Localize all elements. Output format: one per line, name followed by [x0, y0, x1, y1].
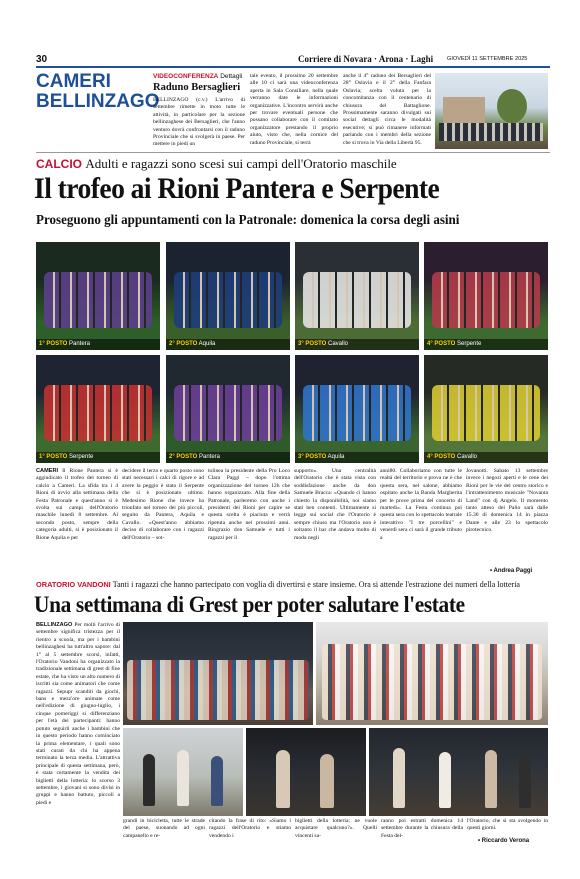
article2-byline: • Riccardo Verona	[478, 838, 530, 844]
article2-column-4: biglietti della lotteria; ne vuole acquistare qualcuno?». Quelli vincenti sa-	[295, 818, 377, 839]
article1-column-1	[36, 468, 118, 578]
players-group	[44, 272, 152, 328]
caption-team: Aquila	[198, 341, 216, 347]
page-number: 30	[36, 54, 48, 65]
tree-shape	[497, 89, 527, 123]
article1-kicker-rest: Adulti e ragazzi sono scesi sui campi dell'Oratorio maschile	[85, 156, 397, 171]
masthead-name: Corriere di Novara · Arona · Laghi	[298, 54, 434, 64]
caption-team: Pantera	[68, 341, 90, 347]
article1-column-4: supporto». Una centralità dell'Oratorio che è stata vista con soddisfazione anche da don Samuele Bracca: «Quando ci hanno chiesto la disponibilità, noi siamo stati ben contenti. Ultimamente si legge sui social che l'Oratorio è sempre chiuso ma l'Oratorio non è soltanto il bar che andava molto di moda negli	[294, 468, 376, 541]
bersaglieri-photo	[435, 73, 548, 149]
players-group	[432, 272, 540, 328]
article2-column-3: citando la frase di rito: «Siamo i ragazzi dell'Oratorio e stiamo vendendo i	[209, 818, 291, 839]
article2-kicker-rest: Tanti i ragazzi che hanno partecipato con voglia di divertirsi e stare insieme. Ora si attende l'estrazione dei numeri della lotteria	[112, 580, 520, 589]
football-team-photo	[166, 355, 290, 463]
dancer-1	[143, 754, 155, 806]
article2-column-5: ranno poi estratti domenica 14 settembre durante la chiusura della Festa del-	[381, 818, 463, 839]
caption-team: Cavallo	[327, 341, 348, 347]
article1-headline: Il trofeo ai Rioni Pantera e Serpente	[34, 172, 440, 205]
brief-column-1: BELLINZAGO (c.v.) L'arrivo di settembre rimette in moto tutte le attività, in particolare per la sezione bellinzaghese dei Bersaglieri, che l'anno venturo dovrà confrontarsi con il raduno Provinciale che si svolgerà in paese. Per mettere in piedi un	[153, 97, 245, 148]
photo-caption	[295, 452, 419, 463]
caption-team: Serpente	[68, 454, 94, 460]
article2-kicker	[36, 580, 550, 589]
article1-column-6: Jovanotti. Sabato 13 settembre invece i negozi aperti e le cene dei Rioni per le vie del centro storico e l'intrattenimento musicale "Novanta Land" con dj Angelo. Il momento tanto atteso del Palio sarà dalle 15.30 di domenica 14 in piazza Dante e alle 23 lo spettacolo pirotecnico.	[466, 468, 548, 534]
dancer-7	[439, 752, 451, 808]
photo-caption	[166, 452, 290, 463]
caption-place: 1° POSTO	[39, 454, 68, 460]
caption-place: 2° POSTO	[169, 454, 198, 460]
brief-title: Raduno Bersaglieri	[153, 82, 241, 93]
article2-column-1	[36, 622, 120, 844]
article1-subheadline: Proseguono gli appuntamenti con la Patronale: domenica la corsa degli asini	[36, 213, 460, 228]
brief-kicker-rest: Dettagli	[220, 73, 243, 80]
brief-kicker	[153, 73, 242, 80]
article1-lead: CAMERI	[36, 468, 59, 474]
article1-body-1: Il Rione Pantera si è aggiudicato il trofeo del torneo di calcio a Cameri. La sfida tra i 4 Rioni di avvio alla settimana della Festa Patronale e quest'anno si è svolta sui campi dell'Oratorio maschile lunedì 8 settembre. Al secondo posto, sempre della categoria adulti, si è posizionato il Rione Aquila e per	[36, 468, 118, 541]
header-rule	[36, 66, 550, 68]
grest-group-photo-left	[123, 622, 313, 725]
players-group	[174, 272, 282, 328]
article1-kicker-label: CALCIO	[36, 157, 82, 171]
football-team-photo	[36, 242, 160, 350]
article1-column-2: decidere il terzo e quarto posto sono stati necessari i calci di rigore e ad avere la peggio è stato il Serpente che si è posizionato ultimo. Medesimo Rione che invece ha trionfato nel torneo dei più piccoli, seguito da Pantera, Aquila e Cavallo. «Quest'anno abbiamo deciso di collaborare con i ragazzi dell'Oratorio – sot-	[122, 468, 204, 541]
article2-kicker-label: ORATORIO VANDONI	[36, 580, 111, 589]
article2-column-6: l'Oratorio, che si sta svolgendo in questi giorni.	[467, 818, 548, 832]
caption-place: 2° POSTO	[169, 341, 198, 347]
players-group	[174, 385, 282, 441]
crowd-rows-2	[322, 644, 542, 720]
photo-caption	[166, 339, 290, 350]
article1-byline: • Andrea Paggi	[490, 568, 533, 574]
photo-caption	[36, 452, 160, 463]
grest-group-photo-right	[316, 622, 548, 725]
article1-column-5: anni80. Collaboriamo con tutte le realtà del territorio e prova ne è che questa sera, nel salone, abbiamo ospitato anche la Banda Margherita per le prove prima del concerto di martedì». La Festa continua poi questa sera con lo spettacolo teatrale interattivo "I tre porcellini" e venerdì sera ci sarà il grande tributo a	[380, 468, 462, 541]
article2-body-main: Per molti l'arrivo di settembre significa tristezza per il rientro a scuola, ma per i bambini bellinzaghesi ha tutt'altro sapore: dal 1° al 5 settembre scorsi, infatti, l'Oratorio Vandoni ha organizzato la tradizionale settimana di grest di fine estate, che ha visto un alto numero di iscritti sia come animatori che come ragazzi. Sepupr scanditi da giochi, bans e mezz'ore animate come nell'edizione di giugno-luglio, i cinque pomeriggi si differenziano per l'età dei partecipanti: hanno potuto seguirli anche i bambini che in questo periodo hanno cominciato la prima elementare, i quali sono stati curati da chi ha appena terminato la terza media. L'attrattiva principale di questa settimana, però, è stata certamente la vendita dei biglietti della lotteria: lo scorso 3 settembre, i giovani si sono divisi in gruppi e hanno battuto, piccoli a piedi e	[36, 622, 120, 806]
photo-caption	[424, 339, 548, 350]
dancer-4	[276, 750, 290, 808]
football-team-photo	[36, 355, 160, 463]
football-team-photo	[424, 355, 548, 463]
caption-place: 4° POSTO	[427, 341, 456, 347]
article2-byline-name: Riccardo Verona	[481, 838, 530, 844]
brief-column-2: tale evento, il prossimo 20 settembre alle 10 ci sarà una videoconferenza aperta in Sala Consiliare, nella quale verranno date le informazioni organizzative. L'incontro servirà anche per trovare eventuali persone che possano collaborare con il comitato organizzatore prestando il proprio aiuto, visto che, nella cornice del raduno Provinciale, si terrà	[250, 73, 338, 146]
caption-team: Pantera	[198, 454, 220, 460]
article2-lead: BELLINZAGO	[36, 622, 73, 628]
dancer-8	[485, 750, 497, 808]
photo-caption	[295, 339, 419, 350]
caption-place: 3° POSTO	[298, 341, 327, 347]
dancer-3	[211, 756, 223, 806]
article2-column-2: grandi in bicicletta, tutte le strade del paese, suonando ad ogni campanello e re-	[123, 818, 205, 839]
photo-caption	[424, 452, 548, 463]
article1-kicker	[36, 156, 397, 172]
crowd-rows	[127, 660, 309, 720]
dancer-5	[320, 754, 334, 808]
building-shape	[443, 97, 485, 123]
dancer-2	[177, 750, 189, 806]
caption-team: Serpente	[456, 341, 482, 347]
photo-caption	[36, 339, 160, 350]
football-team-photo	[295, 355, 419, 463]
masthead-date: GIOVEDÌ 11 SETTEMBRE 2025	[447, 56, 528, 62]
football-team-photo	[424, 242, 548, 350]
brief-rule	[36, 152, 550, 153]
article1-column-3: tolinea la presidente della Pro Loco Clara Paggi – dopo l'ottima organizzazione del torneo 12h che hanno organizzato. Alla fine della Patronale, parleremo con anche i presidenti dei Rioni per capire se questa scelta è piaciuta e verrà ripetuta anche nei prossimi anni. Ringrazio don Samuele e tutti i ragazzi per il	[208, 468, 290, 541]
players-group	[432, 385, 540, 441]
brief-kicker-label: VIDEOCONFERENZA	[153, 73, 219, 80]
caption-place: 3° POSTO	[298, 454, 327, 460]
article2-headline: Una settimana di Grest per poter salutare l'estate	[34, 592, 465, 617]
article1-byline-name: Andrea Paggi	[493, 568, 533, 574]
brief-column-3: anche il 4° raduno dei Bersaglieri del 28° Oslavia e il 2° della Fanfara Oslavia; scelta voluta per la concomitanza con il centenario di chiusura del Battaglione. Prossimamente saranno divulgati sui social dettagli circa le modalità esecutive; si può rimanere informati parlando con i membri della sezione che si trova in Via della Libertà 95.	[343, 73, 431, 146]
players-group	[303, 385, 411, 441]
dancer-6	[393, 748, 405, 808]
caption-team: Aquila	[327, 454, 345, 460]
players-group	[303, 272, 411, 328]
players-group	[44, 385, 152, 441]
grest-dance-photo-2	[246, 728, 366, 816]
crowd-shape	[439, 123, 543, 141]
section-title-bellinzago: BELLINZAGO	[36, 91, 160, 112]
football-team-photo	[295, 242, 419, 350]
football-team-photo	[166, 242, 290, 350]
grest-dance-photo-1	[123, 728, 243, 816]
dancer-9	[519, 756, 531, 808]
caption-place: 1° POSTO	[39, 341, 68, 347]
grest-dance-photo-3	[369, 728, 548, 816]
caption-place: 4° POSTO	[427, 454, 456, 460]
caption-team: Cavallo	[456, 454, 477, 460]
section-title-cameri: CAMERI	[36, 71, 111, 92]
